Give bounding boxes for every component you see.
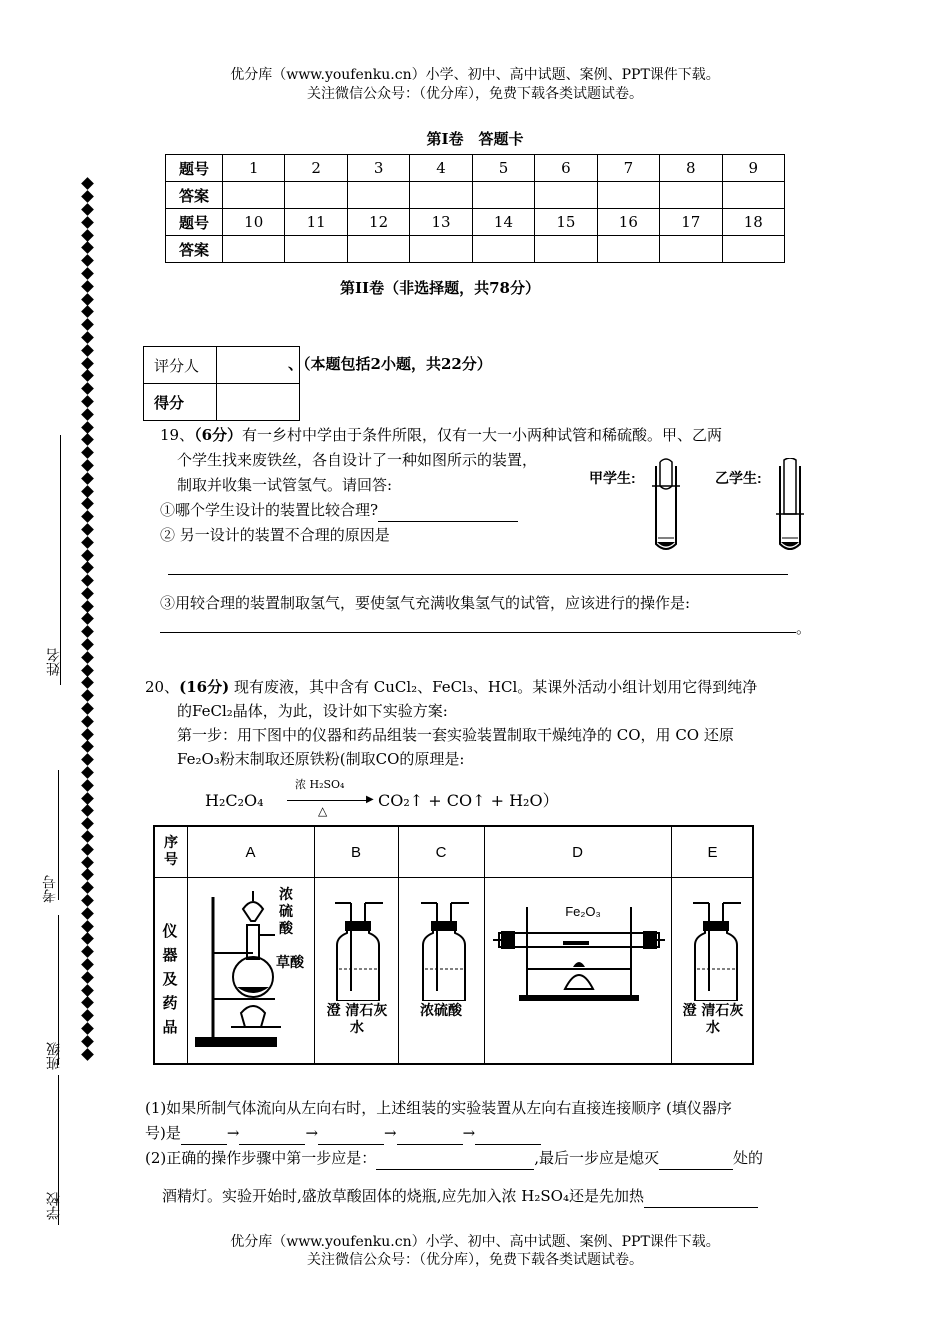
diamond-icon	[81, 229, 94, 242]
last-step-blank[interactable]	[659, 1151, 733, 1170]
section1-title: 第Ⅰ卷 答题卡	[426, 130, 524, 148]
q19-text-2: 个学生找来废铁丝，各自设计了一种如图所示的装置，	[177, 451, 538, 469]
order-blank-2[interactable]	[239, 1126, 305, 1145]
apparatus-b-image	[321, 901, 391, 1001]
diamond-icon	[81, 625, 94, 638]
q20-sub-2-d-line	[162, 1184, 758, 1208]
col-header-d: D	[572, 843, 583, 861]
diamond-icon	[81, 907, 94, 920]
answer-cell[interactable]	[285, 182, 347, 209]
diamond-icon	[81, 190, 94, 203]
q19-sub-1-text: ①哪个学生设计的装置比较合理?	[160, 501, 379, 519]
col-header-a: A	[245, 843, 256, 861]
school-write-line[interactable]	[58, 1075, 59, 1225]
q20-chem: CuCl₂、FeCl₃、HCl。	[373, 678, 533, 696]
answer-cell[interactable]	[410, 236, 472, 263]
diamond-icon	[81, 203, 94, 216]
table-row	[166, 209, 785, 236]
side-label-class: 班级	[46, 1042, 62, 1070]
q20-sub-2-d: 酒精灯。实验开始时,盛放草酸固体的烧瓶,应先加入浓 H₂SO₄还是先加热	[162, 1187, 644, 1205]
diamond-icon	[81, 459, 94, 472]
question-number: 2	[285, 155, 347, 182]
question-number: 14	[472, 209, 534, 236]
test-tube-apparatus-image	[640, 458, 830, 558]
apparatus-table	[153, 825, 754, 1065]
diamond-icon	[81, 664, 94, 677]
diamond-icon	[81, 395, 94, 408]
diamond-icon	[81, 382, 94, 395]
answer-cell[interactable]	[660, 236, 722, 263]
apparatus-c-image	[407, 901, 477, 1001]
diamond-icon	[81, 510, 94, 523]
answer-cell[interactable]	[660, 182, 722, 209]
order-blank-5[interactable]	[475, 1126, 541, 1145]
diamond-icon	[81, 242, 94, 255]
answer-cell[interactable]	[597, 236, 659, 263]
side-label-school: 学校	[46, 1192, 62, 1220]
question-number: 8	[660, 155, 722, 182]
q20-sub-2-a: (2)正确的操作步骤中第一步应是：	[145, 1149, 377, 1167]
apparatus-d-label: Fe₂O₃	[565, 904, 601, 919]
diamond-icon	[81, 689, 94, 702]
equation-condition-top: 浓 H₂SO₄	[295, 778, 345, 791]
diamond-icon	[81, 433, 94, 446]
diamond-icon	[81, 536, 94, 549]
q20-sub-1-a: (1)如果所制气体流向从左向右时，上述组装的实验装置从左向右直接连接顺序 (填仪器序	[145, 1099, 732, 1117]
apparatus-e-image	[679, 901, 749, 1001]
answer-cell[interactable]	[535, 182, 597, 209]
answer-card-table	[165, 154, 785, 263]
q19-number: 19、	[160, 426, 195, 444]
header-line-2: 关注微信公众号：（优分库），免费下载各类试题试卷。	[307, 86, 643, 102]
diamond-icon	[81, 984, 94, 997]
question-number: 1	[223, 155, 285, 182]
q20-number: 20、	[145, 678, 180, 696]
apparatus-a-oxalic-label: 草酸	[276, 955, 304, 971]
diamond-icon	[81, 869, 94, 882]
table-row	[144, 347, 300, 384]
question-number: 9	[722, 155, 785, 182]
diamond-icon	[81, 817, 94, 830]
diamond-icon	[81, 549, 94, 562]
divider	[155, 877, 752, 878]
binding-line	[80, 176, 94, 1062]
side-label-exam-no: 考号	[42, 875, 58, 903]
diamond-icon	[81, 920, 94, 933]
equation-left: H₂C₂O₄	[205, 791, 264, 810]
diamond-icon	[81, 677, 94, 690]
diamond-icon	[81, 779, 94, 792]
diamond-icon	[81, 1048, 94, 1061]
grader-label: 评分人	[144, 347, 217, 384]
q19-line-1	[160, 423, 722, 447]
diamond-icon	[81, 1009, 94, 1022]
answer-cell[interactable]	[347, 182, 409, 209]
diamond-icon	[81, 971, 94, 984]
q19-points: （6分）	[194, 426, 243, 444]
q19-sub-2: ② 另一设计的装置不合理的原因是	[160, 526, 390, 544]
diamond-icon	[81, 881, 94, 894]
diamond-icon	[81, 344, 94, 357]
diamond-icon	[81, 587, 94, 600]
side-label-name: 姓名	[46, 648, 62, 676]
q20-text-3: 第一步：用下图中的仪器和药品组装一套实验装置制取干燥纯净的 CO，用 CO 还原	[177, 726, 734, 744]
diamond-icon	[81, 741, 94, 754]
diamond-icon	[81, 267, 94, 280]
answer-cell[interactable]	[722, 236, 785, 263]
answer-cell[interactable]	[722, 182, 785, 209]
diamond-icon	[81, 369, 94, 382]
q20-sub-2-line	[145, 1146, 763, 1170]
diamond-icon	[81, 702, 94, 715]
acid-or-heat-blank[interactable]	[644, 1189, 758, 1208]
diamond-icon	[81, 613, 94, 626]
q20-line-1	[145, 675, 757, 699]
answer-cell[interactable]	[347, 236, 409, 263]
diamond-icon	[81, 651, 94, 664]
diamond-icon	[81, 331, 94, 344]
diamond-icon	[81, 638, 94, 651]
order-blank-1[interactable]	[181, 1126, 227, 1145]
order-blank-3[interactable]	[318, 1126, 384, 1145]
apparatus-c-label: 浓硫酸	[420, 1003, 462, 1019]
question-number: 18	[722, 209, 785, 236]
first-step-blank[interactable]	[376, 1151, 534, 1170]
answer-cell[interactable]	[535, 236, 597, 263]
col-header-e: E	[707, 843, 718, 861]
diamond-icon	[81, 1035, 94, 1048]
footer-line-2: 关注微信公众号：（优分库），免费下载各类试题试卷。	[307, 1252, 643, 1268]
apparatus-b-label: 澄 清石灰水	[326, 1003, 388, 1036]
diamond-icon	[81, 293, 94, 306]
diamond-icon	[81, 421, 94, 434]
answer-cell[interactable]	[597, 182, 659, 209]
question-number: 13	[410, 209, 472, 236]
diamond-icon	[81, 561, 94, 574]
exam-no-write-line[interactable]	[58, 770, 59, 900]
diamond-icon	[81, 305, 94, 318]
diamond-icon	[81, 280, 94, 293]
header-line-1: 优分库（www.youfenku.cn）小学、初中、高中试题、案例、PPT课件下载。	[230, 67, 720, 83]
student-b-label: 乙学生:	[715, 470, 762, 486]
q20-text-2: 的FeCl₂晶体，为此，设计如下实验方案:	[177, 702, 448, 720]
q19-answer-1-blank[interactable]	[378, 503, 518, 522]
table-row	[144, 384, 300, 421]
row-label-answer: 答案	[166, 236, 223, 263]
answer-cell[interactable]	[285, 236, 347, 263]
q20-sub-1-line	[145, 1121, 541, 1145]
part-title: 、（本题包括2小题，共22分）	[288, 355, 492, 373]
equation-arrow	[287, 800, 369, 801]
diamond-icon	[81, 574, 94, 587]
q20-sub-2-b: ,最后一步应是熄灭	[534, 1149, 660, 1167]
question-number: 3	[347, 155, 409, 182]
q20-sub-2-c: 处的	[733, 1149, 764, 1167]
diamond-icon	[81, 715, 94, 728]
q19-text-1: 有一乡村中学由于条件所限，仅有一大一小两种试管和稀硫酸。甲、乙两	[242, 426, 723, 444]
section2-title: 第II卷（非选择题，共78分）	[340, 279, 540, 297]
diamond-icon	[81, 805, 94, 818]
diamond-icon	[81, 792, 94, 805]
question-number: 4	[410, 155, 472, 182]
row-label-number: 题号	[166, 155, 223, 182]
diamond-icon	[81, 997, 94, 1010]
row-label-answer: 答案	[166, 182, 223, 209]
diamond-icon	[81, 523, 94, 536]
answer-cell[interactable]	[410, 182, 472, 209]
q20-text-4: Fe₂O₃粉末制取还原铁粉(制取CO的原理是:	[177, 750, 465, 768]
order-blank-4[interactable]	[397, 1126, 463, 1145]
diamond-icon	[81, 766, 94, 779]
q20-text-1b: 某课外活动小组计划用它得到纯净	[532, 678, 758, 696]
diamond-icon	[81, 472, 94, 485]
diamond-icon	[81, 446, 94, 459]
q19-sub-3: ③用较合理的装置制取氢气，要使氢气充满收集氢气的试管，应该进行的操作是:	[160, 594, 691, 612]
question-number: 17	[660, 209, 722, 236]
q19-answer-2-line[interactable]	[168, 574, 788, 575]
row-label-apparatus: 仪器及药品	[162, 922, 178, 1036]
student-a-label: 甲学生:	[589, 470, 636, 486]
diamond-icon	[81, 958, 94, 971]
diamond-icon	[81, 728, 94, 741]
name-write-line[interactable]	[60, 435, 61, 685]
q19-end-mark: 。	[796, 619, 812, 637]
diamond-icon	[81, 357, 94, 370]
diamond-icon	[81, 830, 94, 843]
seq-label: 序号	[164, 835, 178, 868]
arrow-head-icon: ▶	[366, 794, 374, 805]
diamond-icon	[81, 318, 94, 331]
diamond-icon	[81, 843, 94, 856]
q19-answer-3-line[interactable]	[160, 632, 796, 633]
score-input[interactable]	[217, 384, 300, 421]
table-row	[166, 182, 785, 209]
col-header-b: B	[350, 843, 361, 861]
table-row	[166, 236, 785, 263]
diamond-icon	[81, 945, 94, 958]
equation-right: CO₂↑ + CO↑ + H₂O）	[378, 791, 559, 810]
answer-cell[interactable]	[472, 236, 534, 263]
q19-text-3: 制取并收集一试管氢气。请回答:	[177, 476, 393, 494]
equation-condition-bottom: △	[318, 804, 328, 818]
apparatus-a-acid-label: 浓硫酸	[279, 887, 293, 937]
question-number: 6	[535, 155, 597, 182]
q20-points: (16分)	[179, 678, 230, 696]
score-label: 得分	[144, 384, 217, 421]
arrow-icon: →	[305, 1124, 319, 1142]
question-number: 10	[223, 209, 285, 236]
diamond-icon	[81, 933, 94, 946]
footer-line-1: 优分库（www.youfenku.cn）小学、初中、高中试题、案例、PPT课件下载。	[230, 1234, 720, 1250]
answer-cell[interactable]	[223, 182, 285, 209]
arrow-icon: →	[226, 1124, 240, 1142]
arrow-icon: →	[462, 1124, 476, 1142]
score-box	[143, 346, 300, 421]
question-number: 12	[347, 209, 409, 236]
diamond-icon	[81, 216, 94, 229]
question-number: 15	[535, 209, 597, 236]
diamond-icon	[81, 408, 94, 421]
diamond-icon	[81, 1022, 94, 1035]
diamond-icon	[81, 894, 94, 907]
q19-sub-1	[160, 498, 518, 522]
arrow-icon: →	[384, 1124, 397, 1142]
apparatus-e-label: 澄 清石灰水	[682, 1003, 744, 1036]
q20-sub-1-b: 号)是	[145, 1124, 181, 1142]
class-write-line[interactable]	[58, 915, 59, 1065]
diamond-icon	[81, 856, 94, 869]
diamond-icon	[81, 497, 94, 510]
diamond-icon	[81, 254, 94, 267]
question-number: 5	[472, 155, 534, 182]
question-number: 11	[285, 209, 347, 236]
answer-cell[interactable]	[223, 236, 285, 263]
answer-cell[interactable]	[472, 182, 534, 209]
diamond-icon	[81, 178, 94, 191]
question-number: 7	[597, 155, 659, 182]
q20-text-1: 现有废液，其中含有	[233, 678, 369, 696]
row-label-number: 题号	[166, 209, 223, 236]
diamond-icon	[81, 753, 94, 766]
question-number: 16	[597, 209, 659, 236]
table-row	[166, 155, 785, 182]
diamond-icon	[81, 485, 94, 498]
col-header-c: C	[435, 843, 447, 861]
